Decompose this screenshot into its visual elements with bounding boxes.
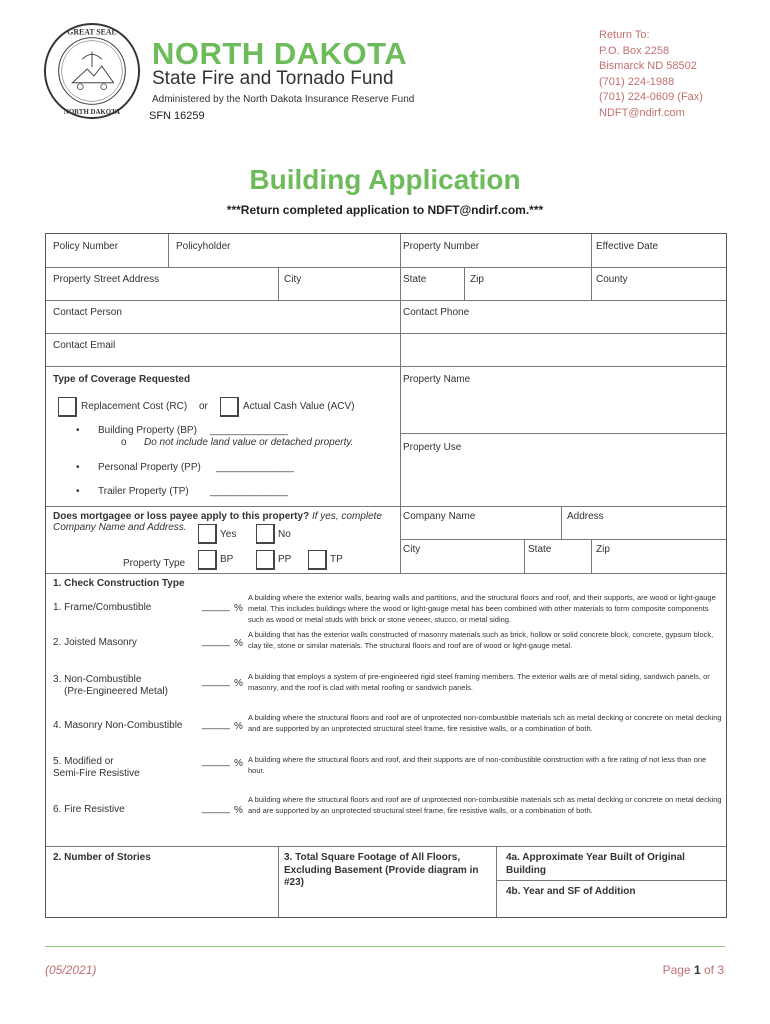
type-tp-label: TP: [330, 554, 343, 565]
construction-type-desc: A building where the structural floors and roof are of unprotected non-combustible materials sch as metal decking or concrete on metal decking and are supported by an unprotected structural steel frame, fire resistive walls, or a combination of both.: [248, 713, 722, 733]
company-state-field[interactable]: State: [528, 544, 552, 555]
tp-label: Trailer Property (TP): [98, 486, 189, 497]
bullet-icon: •: [76, 425, 80, 436]
construction-percent-field[interactable]: _____: [202, 756, 230, 767]
construction-percent-field[interactable]: _____: [202, 803, 230, 814]
percent-sign: %: [234, 805, 243, 816]
policyholder-field[interactable]: Policyholder: [176, 241, 231, 252]
construction-type-label-line2: Semi-Fire Resistive: [53, 768, 140, 779]
property-use-field[interactable]: Property Use: [403, 442, 462, 453]
construction-type-label: 5. Modified or: [53, 756, 114, 767]
return-address: [599, 28, 703, 121]
construction-type-label-line2: (Pre-Engineered Metal): [64, 686, 168, 697]
revision-date: (05/2021): [45, 963, 97, 977]
acv-checkbox[interactable]: [220, 397, 239, 417]
company-name-field[interactable]: Company Name: [403, 511, 476, 522]
percent-sign: %: [234, 721, 243, 732]
year-built-field[interactable]: 4a. Approximate Year Built of Original Building: [506, 852, 685, 876]
bp-amount-field[interactable]: ______________: [210, 425, 288, 436]
bullet-icon: •: [76, 486, 80, 497]
form-number: SFN 16259: [149, 110, 205, 122]
addition-field[interactable]: 4b. Year and SF of Addition: [506, 886, 636, 897]
state-field[interactable]: State: [403, 274, 427, 285]
coverage-heading: Type of Coverage Requested: [53, 374, 191, 385]
street-address-field[interactable]: Property Street Address: [53, 274, 160, 285]
page-number: Page 1 of 3: [662, 963, 724, 977]
type-pp-label: PP: [278, 554, 292, 565]
construction-type-label: 2. Joisted Masonry: [53, 637, 137, 648]
svg-text:NORTH DAKOTA: NORTH DAKOTA: [63, 109, 121, 117]
footer-divider: [45, 946, 725, 947]
type-pp-checkbox[interactable]: [256, 550, 275, 570]
construction-type-desc: A building that has the exterior walls constructed of masonry materials such as brick, hollow or solid concrete block, concrete, gypsum block, clay tile, stone or similar materials. The structural floors and roof are of wood or light-gauge metal.: [248, 630, 714, 650]
acv-label: Actual Cash Value (ACV): [243, 401, 355, 412]
logo-subtitle: State Fire and Tornado Fund: [152, 68, 394, 89]
effective-date-field[interactable]: Effective Date: [596, 241, 659, 252]
rc-label: Replacement Cost (RC): [81, 401, 188, 412]
company-city-field[interactable]: City: [403, 544, 421, 555]
or-label: or: [199, 401, 208, 412]
sub-bullet-icon: o: [121, 437, 127, 448]
svg-text:GREAT SEAL: GREAT SEAL: [67, 27, 117, 37]
construction-type-desc: A building where the exterior walls, bearing walls and partitions, and the structural floors and roof, and their supports, are wood or light-gauge metal. This includes buildings where the wood or light-gauge metal has been combined with other materials to form composite components such as wood or metal studs with brick or stone veneer, stucco, or metal siding.: [248, 593, 716, 624]
type-bp-label: BP: [220, 554, 234, 565]
bullet-icon: •: [76, 462, 80, 473]
county-field[interactable]: County: [596, 274, 628, 285]
zip-field[interactable]: Zip: [470, 274, 484, 285]
bp-label: Building Property (BP): [98, 425, 197, 436]
construction-type-label: 4. Masonry Non-Combustible: [53, 720, 183, 731]
construction-type-label: 3. Non-Combustible: [53, 674, 142, 685]
percent-sign: %: [234, 638, 243, 649]
mortgage-yes-checkbox[interactable]: [198, 524, 217, 544]
construction-percent-field[interactable]: _____: [202, 601, 230, 612]
type-tp-checkbox[interactable]: [308, 550, 327, 570]
type-bp-checkbox[interactable]: [198, 550, 217, 570]
construction-percent-field[interactable]: _____: [202, 676, 230, 687]
return-email-link[interactable]: NDFT@ndirf.com: [599, 106, 685, 119]
mortgage-no-checkbox[interactable]: [256, 524, 275, 544]
percent-sign: %: [234, 678, 243, 689]
square-footage-field[interactable]: 3. Total Square Footage of All Floors, Excluding Basement (Provide diagram in #23): [284, 852, 479, 888]
construction-type-desc: A building where the structural floors and roof, and their supports are of non-combustible construction with a fire rating of not less than one hour.: [248, 755, 707, 775]
rc-checkbox[interactable]: [58, 397, 77, 417]
city-field[interactable]: City: [284, 274, 302, 285]
pp-label: Personal Property (PP): [98, 462, 201, 473]
yes-label: Yes: [220, 529, 237, 540]
stories-field[interactable]: 2. Number of Stories: [53, 852, 151, 863]
contact-email-field[interactable]: Contact Email: [53, 340, 116, 351]
contact-phone-field[interactable]: Contact Phone: [403, 307, 470, 318]
mortgage-question-line2: Company Name and Address.: [53, 522, 187, 533]
property-name-field[interactable]: Property Name: [403, 374, 471, 385]
return-line: (701) 224-0609 (Fax): [599, 91, 703, 103]
property-number-field[interactable]: Property Number: [403, 241, 480, 252]
construction-type-label: 6. Fire Resistive: [53, 804, 125, 815]
contact-person-field[interactable]: Contact Person: [53, 307, 122, 318]
return-line: Return To:: [599, 29, 650, 41]
construction-percent-field[interactable]: _____: [202, 719, 230, 730]
property-type-label: Property Type: [123, 558, 186, 569]
return-line: (701) 224-1988: [599, 75, 675, 88]
percent-sign: %: [234, 758, 243, 769]
construction-percent-field[interactable]: _____: [202, 636, 230, 647]
application-form: [45, 233, 727, 918]
percent-sign: %: [234, 603, 243, 614]
page-subtitle: ***Return completed application to NDFT@ndirf.com.***: [226, 203, 544, 217]
construction-type-desc: A building where the structural floors and roof are of unprotected non-combustible materials sch as metal decking or concrete on metal decking and are supported by an unprotected structural steel frame, fire resistive walls, or a combination of both.: [248, 795, 722, 815]
mortgage-question: Does mortgagee or loss payee apply to this property? If yes, complete: [53, 511, 382, 522]
policy-number-field[interactable]: Policy Number: [53, 241, 119, 252]
page-title: Building Application: [249, 164, 521, 195]
construction-heading: 1. Check Construction Type: [53, 578, 185, 589]
company-zip-field[interactable]: Zip: [596, 544, 610, 555]
construction-type-desc: A building that employs a system of pre-engineered rigid steel framing members. The exterior walls are of metal siding, sandwich panels, or masonry, and the roof is clad with metal roofing or sandwich panels.: [248, 672, 710, 692]
state-seal-logo: [43, 22, 141, 120]
logo-title: NORTH DAKOTA: [152, 36, 408, 71]
pp-amount-field[interactable]: ______________: [216, 462, 294, 473]
construction-type-label: 1. Frame/Combustible: [53, 602, 152, 613]
company-address-field[interactable]: Address: [567, 511, 604, 522]
bp-note: Do not include land value or detached property.: [144, 437, 354, 448]
return-line: P.O. Box 2258: [599, 44, 670, 57]
logo-admin-text: Administered by the North Dakota Insurance Reserve Fund: [152, 94, 415, 105]
tp-amount-field[interactable]: ______________: [210, 486, 288, 497]
no-label: No: [278, 529, 291, 540]
return-line: Bismarck ND 58502: [599, 60, 697, 72]
